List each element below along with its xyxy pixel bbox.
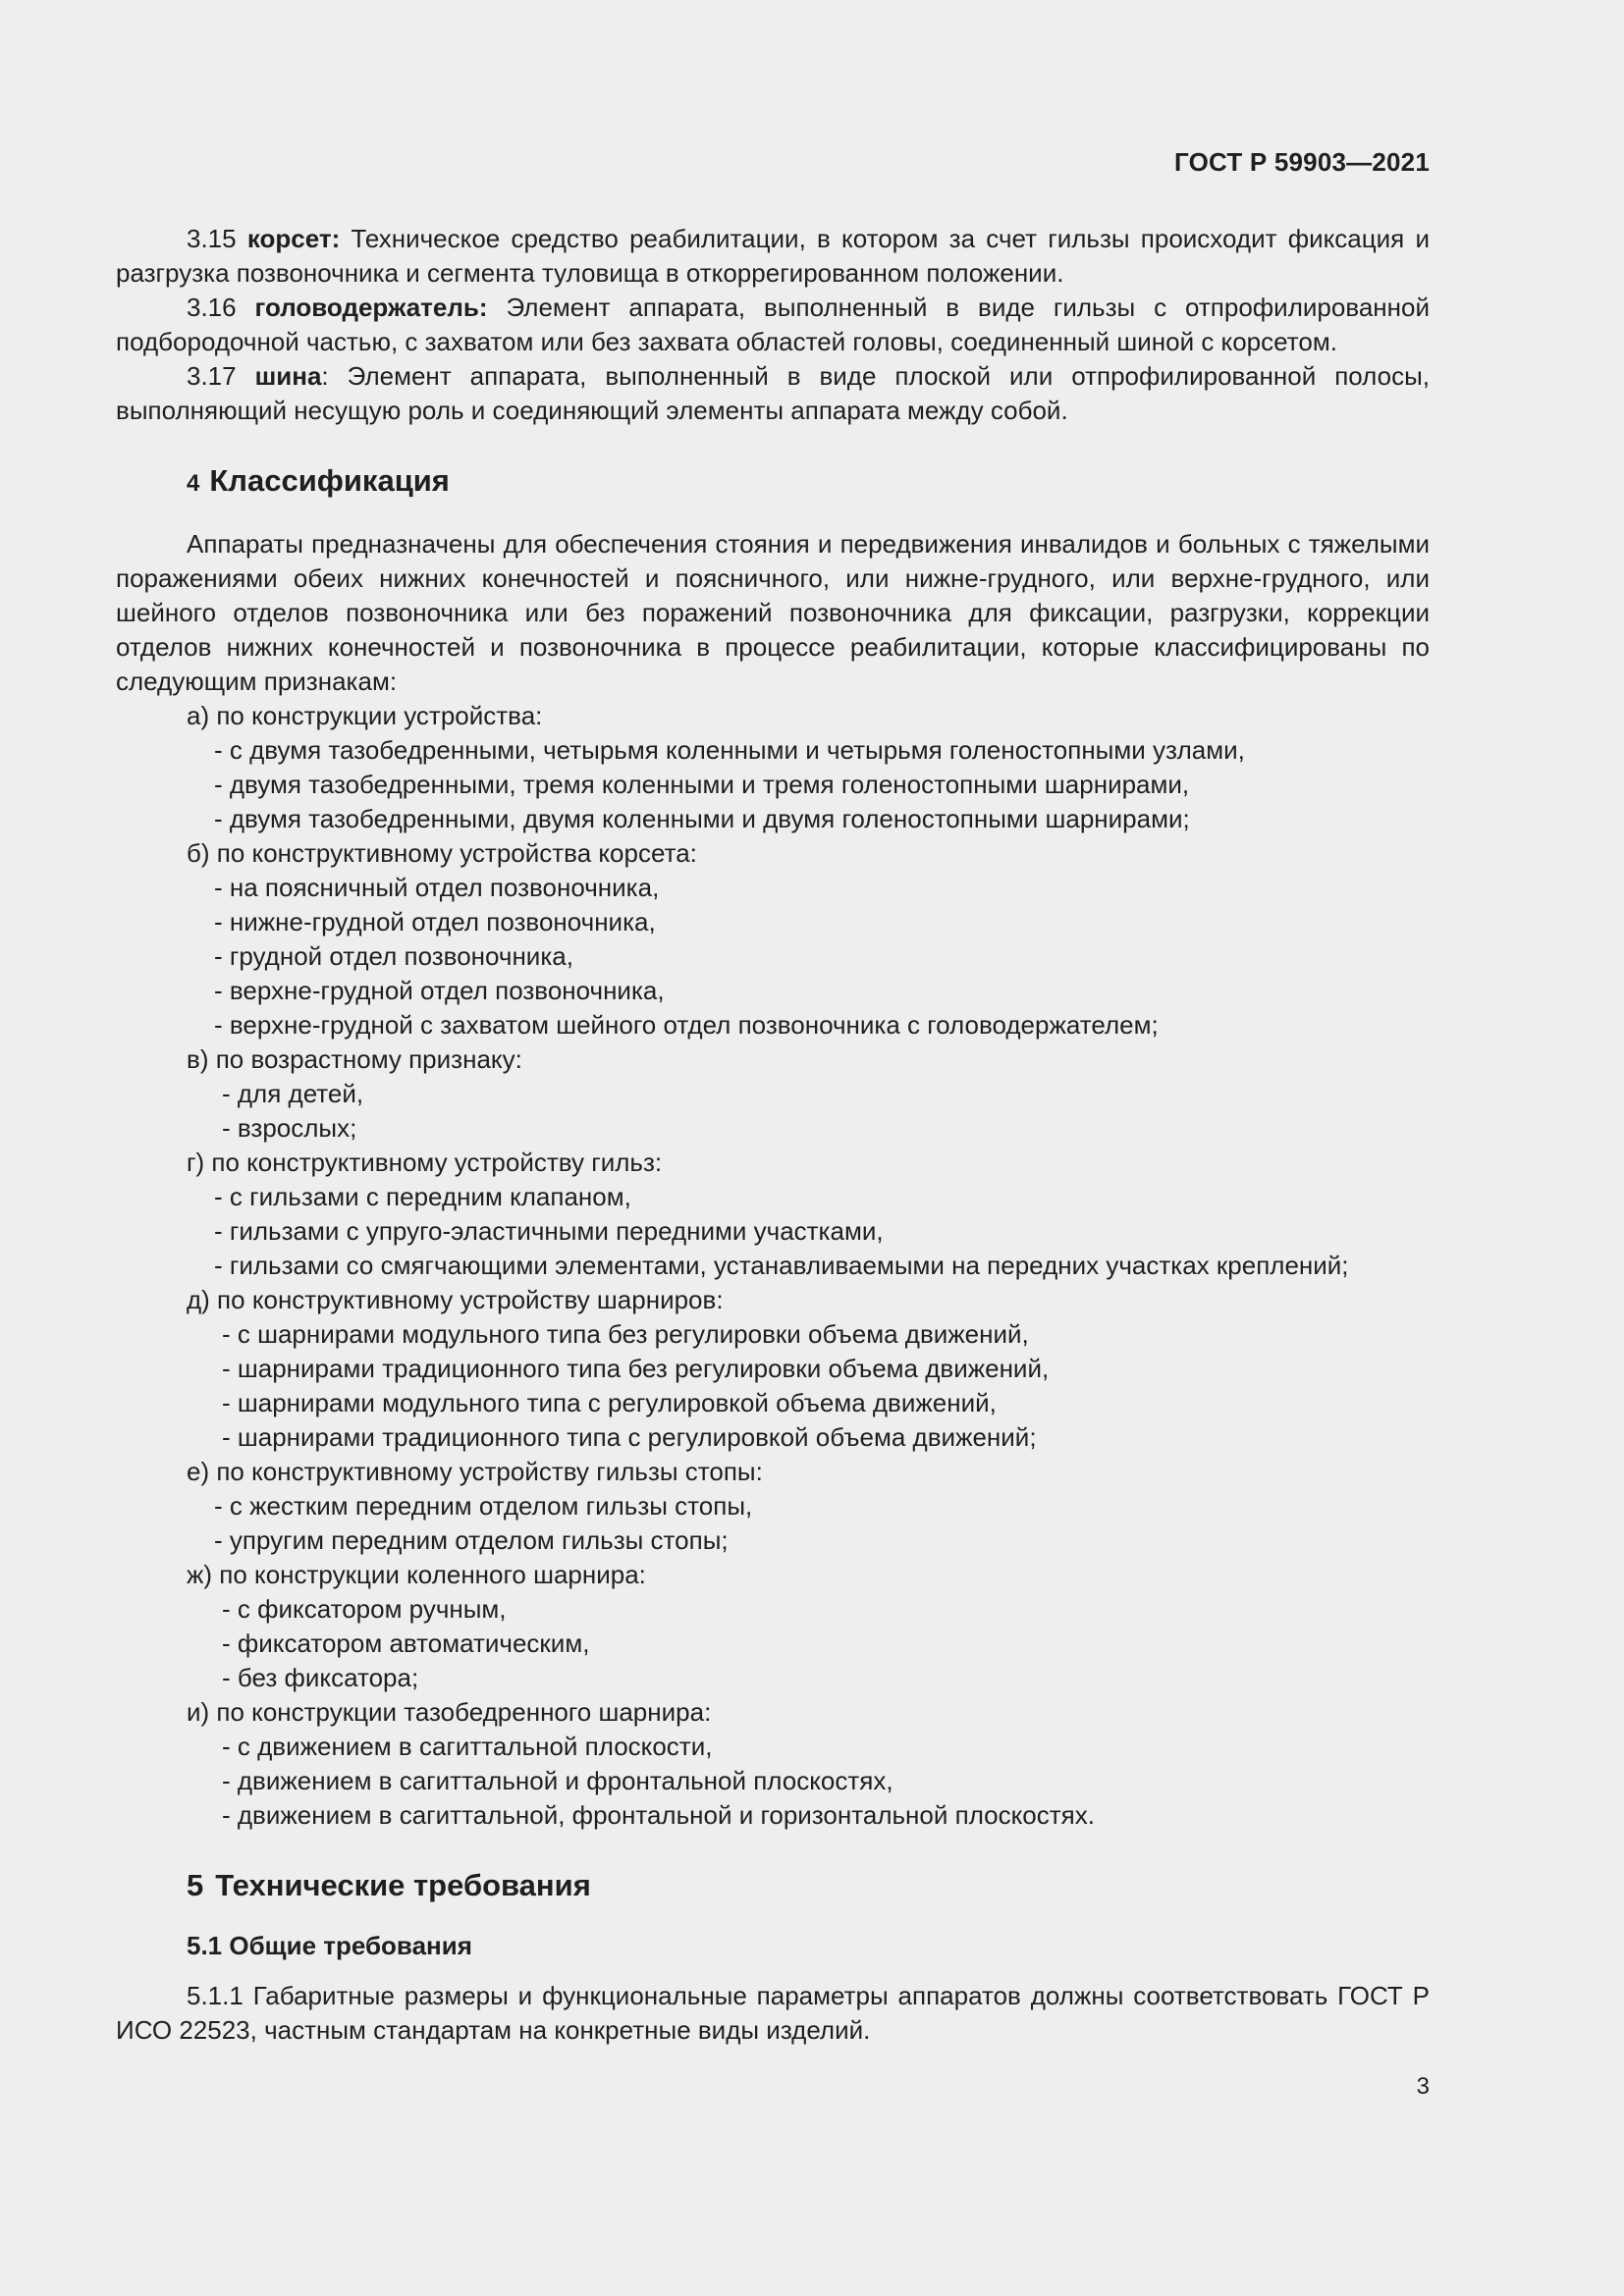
classification-group-g — [116, 1146, 1430, 1283]
list-item: - движением в сагиттальной и фронтальной плоскостях, — [222, 1766, 893, 1795]
list-item: - нижне-грудной отдел позвоночника, — [214, 907, 656, 936]
classification-group-a — [116, 699, 1430, 836]
group-label: б) по конструктивному устройства корсета: — [187, 838, 697, 868]
definition-term: шина — [254, 361, 322, 391]
definition-3-16 — [116, 291, 1430, 359]
list-item: - с движением в сагиттальной плоскости, — [222, 1732, 713, 1761]
page-number: 3 — [1416, 2073, 1430, 2100]
list-item: - с двумя тазобедренными, четырьмя коленными и четырьмя голеностопными узлами, — [214, 735, 1245, 765]
classification-intro: Аппараты предназначены для обеспечения стояния и передвижения инвалидов и больных с тяжелыми поражениями обеих нижних конечностей и поясничного, или нижне-грудного, или верхне-грудного, или шейного отделов позвоночника или без поражений позвоночника для фиксации, разгрузки, коррекции отделов нижних конечностей и позвоночника в процессе реабилитации, которые классифицированы по следующим признакам: — [116, 529, 1430, 696]
list-item: - фиксатором автоматическим, — [222, 1629, 590, 1658]
section-heading-classification — [187, 461, 1430, 504]
section-number: 5 — [187, 1868, 204, 1902]
definition-number: 3.16 — [187, 293, 237, 322]
list-item: - гильзами с упруго-эластичными передними участками, — [214, 1216, 884, 1246]
definition-number: 3.17 — [187, 361, 237, 391]
group-label: д) по конструктивному устройству шарниров: — [187, 1285, 724, 1314]
classification-group-zh — [116, 1558, 1430, 1695]
list-item: - для детей, — [222, 1079, 364, 1108]
definition-term: головодержатель: — [254, 293, 488, 322]
list-item: - взрослых; — [222, 1113, 357, 1143]
page-content — [116, 222, 1430, 2048]
group-label: ж) по конструкции коленного шарнира: — [187, 1560, 646, 1589]
list-item: - упругим передним отделом гильзы стопы; — [214, 1525, 729, 1555]
definition-3-17 — [116, 359, 1430, 428]
classification-group-e — [116, 1455, 1430, 1558]
section-heading-technical-requirements — [187, 1866, 1430, 1905]
list-item: - с жестким передним отделом гильзы стопы, — [214, 1491, 753, 1521]
list-item: - на поясничный отдел позвоночника, — [214, 873, 660, 902]
list-item: - шарнирами модульного типа с регулировкой объема движений, — [222, 1388, 997, 1417]
paragraph-text: Габаритные размеры и функциональные параметры аппаратов должны соответствовать ГОСТ Р ИСО 22523, частным стандартам на конкретные виды изделий. — [116, 1981, 1430, 2045]
group-label: а) по конструкции устройства: — [187, 701, 543, 730]
paragraph-5-1-1 — [116, 1979, 1430, 2048]
list-item: - гильзами со смягчающими элементами, устанавливаемыми на передних участках креплений; — [214, 1251, 1349, 1280]
classification-group-b — [116, 836, 1430, 1042]
list-item: - с фиксатором ручным, — [222, 1594, 507, 1624]
subsection-heading-general-requirements: 5.1 Общие требования — [187, 1931, 472, 1960]
group-label: г) по конструктивному устройству гильз: — [187, 1148, 663, 1177]
list-item: - шарнирами традиционного типа без регулировки объема движений, — [222, 1354, 1050, 1383]
list-item: - верхне-грудной отдел позвоночника, — [214, 976, 665, 1005]
paragraph-number: 5.1.1 — [187, 1981, 244, 2010]
definition-term: корсет: — [246, 224, 341, 253]
list-item: - без фиксатора; — [222, 1663, 419, 1692]
group-label: е) по конструктивному устройству гильзы стопы: — [187, 1457, 763, 1486]
list-item: - двумя тазобедренными, тремя коленными и тремя голеностопными шарнирами, — [214, 770, 1190, 799]
list-item: - движением в сагиттальной, фронтальной и горизонтальной плоскостях. — [222, 1800, 1095, 1830]
list-item: - с шарнирами модульного типа без регулировки объема движений, — [222, 1319, 1029, 1349]
list-item: - грудной отдел позвоночника, — [214, 941, 573, 971]
definition-3-15 — [116, 222, 1430, 291]
definition-number: 3.15 — [187, 224, 237, 253]
group-label: в) по возрастному признаку: — [187, 1044, 522, 1074]
list-item: - шарнирами традиционного типа с регулировкой объема движений; — [222, 1422, 1037, 1452]
classification-group-i — [116, 1695, 1430, 1833]
definition-text: Техническое средство реабилитации, в котором за счет гильзы происходит фиксация и разгрузка позвоночника и сегмента туловища в откоррегированном положении. — [116, 224, 1430, 288]
list-item: - двумя тазобедренными, двумя коленными и двумя голеностопными шарнирами; — [214, 804, 1190, 833]
group-label: и) по конструкции тазобедренного шарнира: — [187, 1697, 712, 1727]
definition-text: Элемент аппарата, выполненный в виде гильзы с отпрофилированной подбородочной частью, с захватом или без захвата областей головы, соединенный шиной с корсетом. — [116, 293, 1430, 356]
definition-text: : Элемент аппарата, выполненный в виде плоской или отпрофилированной полосы, выполняющий несущую роль и соединяющий элементы аппарата между собой. — [116, 361, 1430, 425]
classification-group-d — [116, 1283, 1430, 1455]
list-item: - с гильзами с передним клапаном, — [214, 1182, 631, 1211]
section-number: 4 — [187, 470, 200, 497]
section-title: Технические требования — [215, 1868, 591, 1902]
document-code: ГОСТ Р 59903—2021 — [1174, 147, 1430, 177]
list-item: - верхне-грудной с захватом шейного отдел позвоночника с головодержателем; — [214, 1010, 1159, 1040]
classification-group-v — [116, 1042, 1430, 1146]
section-title: Классификация — [209, 463, 450, 498]
